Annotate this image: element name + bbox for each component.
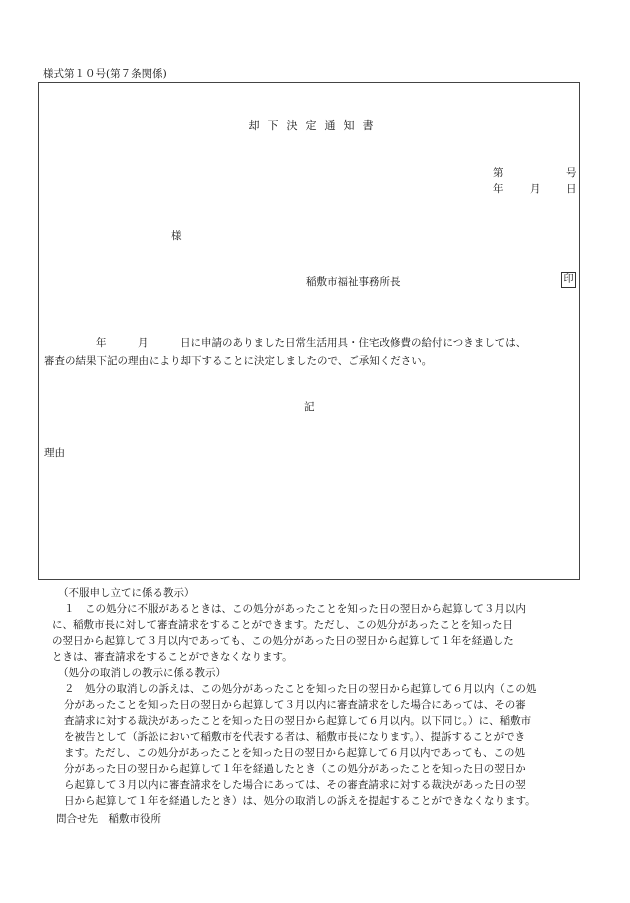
date-month: 月	[530, 183, 541, 195]
revocation-line: 分があった日の翌日から起算して１年を経過したとき（この処分があったことを知った日の翌日か	[64, 763, 526, 775]
revocation-line: 査請求に対する裁決があったことを知った日の翌日から起算して６月以内。以下同じ。）に、稲敷市	[64, 715, 532, 727]
contact-info: 問合せ先 稲敷市役所	[56, 813, 161, 825]
appeal-line: １ この処分に不服があるときは、この処分があったことを知った日の翌日から起算して３月以内	[64, 603, 526, 615]
issuer-name: 稲敷市福祉事務所長	[306, 276, 401, 288]
form-number: 様式第１０号(第７条関係)	[43, 68, 167, 80]
revocation-line: 日から起算して１年を経過したとき）は、処分の取消しの訴えを提起することができなくなります。	[64, 795, 536, 807]
revocation-line: 分があったことを知った日の翌日から起算して３月以内に審査請求をした場合にあっては、その審	[64, 699, 526, 711]
appeal-line: の翌日から起算して３月以内であっても、この処分があった日の翌日から起算して１年を経過した	[52, 635, 514, 647]
revocation-line: ます。ただし、この処分があったことを知った日の翌日から起算して６月以内であっても、この処	[64, 747, 525, 759]
revocation-heading: （処分の取消しの教示に係る教示）	[58, 667, 226, 679]
date-day: 日	[566, 183, 577, 195]
doc-number-go: 号	[566, 167, 577, 179]
notice-frame	[38, 82, 580, 580]
appeal-line: ときは、審査請求をすることができなくなります。	[52, 651, 293, 663]
appeal-line: に、稲敷市長に対して審査請求をすることができます。ただし、この処分があったことを知った日	[52, 619, 514, 631]
body-text-line-2: 審査の結果下記の理由により却下することに決定しましたので、ご承知ください。	[44, 355, 433, 367]
date-year: 年	[493, 183, 504, 195]
seal-stamp: 印	[561, 272, 576, 288]
revocation-line: を被告として（訴訟において稲敷市を代表する者は、稲敷市長になります。）、提訴することができ	[64, 731, 526, 743]
ki-heading: 記	[304, 401, 315, 413]
document-title: 却下決定通知書	[248, 119, 382, 132]
body-text-line-1: 年 月 日に申請のありました日常生活用具・住宅改修費の給付につきましては、	[96, 337, 527, 349]
doc-number-dai: 第	[493, 167, 504, 179]
revocation-line: ら起算して３月以内に審査請求をした場合にあっては、その審査請求に対する裁決があった日の翌	[64, 779, 526, 791]
reason-label: 理由	[44, 447, 65, 459]
appeal-heading: （不服申し立てに係る教示）	[58, 587, 195, 599]
revocation-line: ２ 処分の取消しの訴えは、この処分があったことを知った日の翌日から起算して６月以内（この処	[64, 683, 537, 695]
addressee-suffix: 様	[171, 230, 182, 242]
